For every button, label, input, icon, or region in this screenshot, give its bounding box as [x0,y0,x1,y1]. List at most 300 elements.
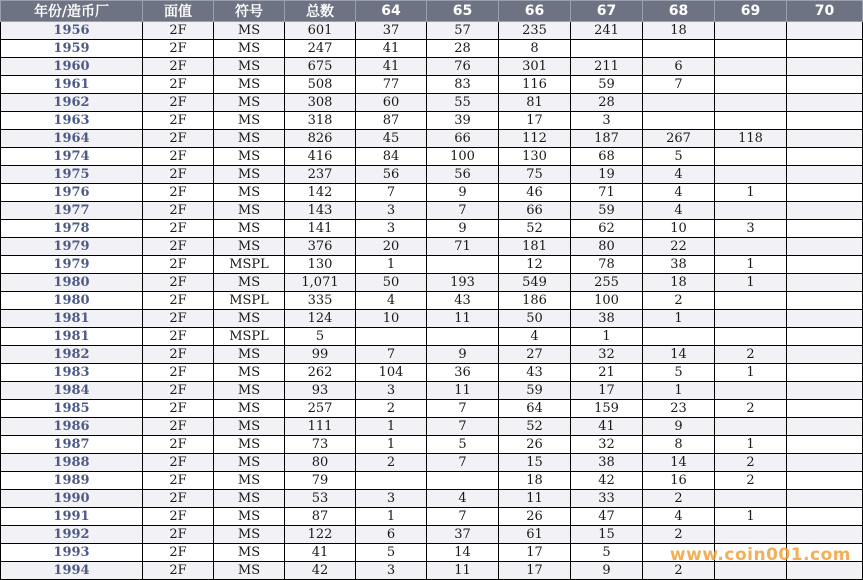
table-cell: 53 [285,490,356,508]
table-cell: 17 [499,112,571,130]
table-cell: 235 [499,22,571,40]
table-cell: 7 [356,346,427,364]
table-cell: 37 [356,22,427,40]
table-cell: 111 [285,418,356,436]
table-cell: 39 [427,112,499,130]
table-row [1,292,863,310]
table-cell: 2F [143,256,214,274]
table-cell [787,130,863,148]
table-cell [787,184,863,202]
table-cell: 83 [427,76,499,94]
table-cell [715,40,787,58]
table-cell: 2F [143,436,214,454]
table-body [1,22,863,580]
year-cell: 1990 [1,490,143,508]
table-cell: 62 [571,220,643,238]
table-cell [787,292,863,310]
table-cell: 2F [143,166,214,184]
table-cell: 2F [143,346,214,364]
year-cell: 1982 [1,346,143,364]
table-row [1,508,863,526]
column-header: 70 [787,1,863,22]
table-row [1,40,863,58]
table-cell: 41 [571,418,643,436]
table-cell: 26 [499,436,571,454]
table-row [1,328,863,346]
table-cell: 100 [427,148,499,166]
table-row [1,490,863,508]
table-cell: 2F [143,364,214,382]
table-cell: 1 [356,436,427,454]
table-cell [787,166,863,184]
table-cell: 32 [571,436,643,454]
table-cell: 2F [143,418,214,436]
table-cell: 508 [285,76,356,94]
table-cell: 84 [356,148,427,166]
table-cell: 7 [427,418,499,436]
table-cell: 64 [499,400,571,418]
year-cell: 1963 [1,112,143,130]
table-cell: 56 [356,166,427,184]
table-cell [787,40,863,58]
table-cell: 41 [356,40,427,58]
column-header: 总数 [285,1,356,22]
table-cell [715,166,787,184]
table-cell: 28 [427,40,499,58]
table-cell: 3 [356,562,427,580]
table-cell: 416 [285,148,356,166]
table-cell: 3 [715,220,787,238]
table-cell: 9 [427,184,499,202]
table-cell: 4 [643,166,715,184]
table-cell: 26 [499,508,571,526]
table-cell: 11 [427,562,499,580]
table-cell: 17 [499,544,571,562]
table-cell: MSPL [214,328,285,346]
table-cell: 2 [643,490,715,508]
table-cell: 2F [143,544,214,562]
table-cell [787,274,863,292]
table-row [1,400,863,418]
table-cell: 241 [571,22,643,40]
table-cell [787,364,863,382]
table-cell: 71 [427,238,499,256]
table-cell [787,22,863,40]
table-cell: 1 [715,508,787,526]
year-cell: 1961 [1,76,143,94]
table-cell: 37 [427,526,499,544]
table-cell: 7 [356,184,427,202]
table-cell: 2F [143,22,214,40]
table-cell: MS [214,526,285,544]
table-cell: 2F [143,94,214,112]
table-cell: 308 [285,94,356,112]
table-cell [787,400,863,418]
table-cell: 76 [427,58,499,76]
table-cell [356,472,427,490]
table-cell: 237 [285,166,356,184]
table-cell: 23 [643,400,715,418]
year-cell: 1980 [1,274,143,292]
column-header: 符号 [214,1,285,22]
table-cell: MS [214,364,285,382]
year-cell: 1960 [1,58,143,76]
table-cell: 1 [356,256,427,274]
table-cell [787,418,863,436]
table-cell: MS [214,220,285,238]
year-cell: 1991 [1,508,143,526]
year-cell: 1994 [1,562,143,580]
table-cell: 116 [499,76,571,94]
table-cell: MS [214,310,285,328]
table-cell: 87 [285,508,356,526]
table-cell: 10 [643,220,715,238]
table-cell: 3 [356,382,427,400]
column-header: 面值 [143,1,214,22]
table-cell [427,328,499,346]
table-cell: 14 [427,544,499,562]
table-cell [715,328,787,346]
table-cell: 38 [571,310,643,328]
table-cell: MS [214,508,285,526]
year-cell: 1981 [1,328,143,346]
column-header: 67 [571,1,643,22]
table-cell: 21 [571,364,643,382]
table-cell [715,22,787,40]
table-row [1,184,863,202]
table-cell: 186 [499,292,571,310]
column-header: 69 [715,1,787,22]
table-cell: MS [214,130,285,148]
table-cell [356,328,427,346]
table-cell [715,490,787,508]
table-cell: 46 [499,184,571,202]
table-cell: 211 [571,58,643,76]
table-cell: 75 [499,166,571,184]
table-cell: 181 [499,238,571,256]
table-row [1,364,863,382]
table-cell [571,40,643,58]
table-cell: 56 [427,166,499,184]
table-cell: 255 [571,274,643,292]
table-cell: 601 [285,22,356,40]
table-cell: 19 [571,166,643,184]
table-row [1,454,863,472]
table-cell: 60 [356,94,427,112]
table-cell [787,94,863,112]
year-cell: 1979 [1,256,143,274]
table-cell: 7 [427,454,499,472]
table-cell [715,382,787,400]
table-cell: 59 [571,76,643,94]
table-cell: 61 [499,526,571,544]
column-header: 年份/造币厂 [1,1,143,22]
table-cell: 2F [143,112,214,130]
table-cell: 87 [356,112,427,130]
year-cell: 1962 [1,94,143,112]
table-cell: 2F [143,40,214,58]
table-row [1,274,863,292]
table-cell: MS [214,382,285,400]
table-cell: 15 [499,454,571,472]
table-cell: 2F [143,490,214,508]
table-cell: 124 [285,310,356,328]
table-cell: 262 [285,364,356,382]
table-cell: 8 [499,40,571,58]
table-cell: 9 [427,220,499,238]
year-cell: 1983 [1,364,143,382]
table-cell: 50 [499,310,571,328]
table-cell: 2F [143,202,214,220]
table-cell: 78 [571,256,643,274]
table-cell: 9 [643,418,715,436]
table-cell: 675 [285,58,356,76]
table-cell: 4 [643,184,715,202]
table-row [1,112,863,130]
table-row [1,310,863,328]
table-cell [787,148,863,166]
table-cell: 52 [499,220,571,238]
table-cell: 2F [143,328,214,346]
table-cell: 27 [499,346,571,364]
table-cell: 2F [143,76,214,94]
year-cell: 1987 [1,436,143,454]
table-cell: 15 [571,526,643,544]
table-cell: MS [214,418,285,436]
table-cell: MS [214,40,285,58]
table-cell: 826 [285,130,356,148]
table-cell: 11 [427,382,499,400]
table-cell: 6 [356,526,427,544]
table-cell: 11 [499,490,571,508]
table-row [1,166,863,184]
table-cell: 11 [427,310,499,328]
table-cell: 5 [427,436,499,454]
table-cell: 2F [143,274,214,292]
table-cell: 2F [143,508,214,526]
table-cell: 17 [571,382,643,400]
table-cell: 36 [427,364,499,382]
table-cell: 2F [143,130,214,148]
table-cell: 2 [356,454,427,472]
year-cell: 1985 [1,400,143,418]
table-cell: 2 [715,346,787,364]
table-cell [787,202,863,220]
table-cell [787,526,863,544]
table-cell: 335 [285,292,356,310]
table-cell: 4 [499,328,571,346]
table-cell: 5 [643,148,715,166]
table-cell [715,76,787,94]
table-cell [787,454,863,472]
year-cell: 1976 [1,184,143,202]
table-cell: 2 [643,292,715,310]
table-row [1,418,863,436]
table-cell: 2 [356,400,427,418]
table-cell [787,490,863,508]
table-cell: MS [214,454,285,472]
table-cell: 2F [143,472,214,490]
table-cell: 7 [427,400,499,418]
table-cell: 79 [285,472,356,490]
table-cell: 55 [427,94,499,112]
table-cell [715,292,787,310]
table-cell: 10 [356,310,427,328]
table-row [1,238,863,256]
table-cell: 38 [643,256,715,274]
table-cell: MS [214,274,285,292]
table-cell: MSPL [214,292,285,310]
table-cell [643,94,715,112]
table-cell: 3 [356,490,427,508]
table-cell: 8 [643,436,715,454]
table-cell: 1 [643,310,715,328]
year-cell: 1981 [1,310,143,328]
table-row [1,94,863,112]
table-row [1,256,863,274]
table-cell: 301 [499,58,571,76]
table-cell [787,382,863,400]
table-row [1,436,863,454]
table-cell: 1 [715,436,787,454]
table-cell: 4 [643,202,715,220]
table-cell: MS [214,76,285,94]
table-cell: 71 [571,184,643,202]
year-cell: 1986 [1,418,143,436]
year-cell: 1959 [1,40,143,58]
table-cell: 3 [571,112,643,130]
table-cell: 80 [571,238,643,256]
table-cell: 80 [285,454,356,472]
table-cell: MS [214,436,285,454]
table-cell [787,76,863,94]
table-cell: 16 [643,472,715,490]
table-cell: 4 [427,490,499,508]
table-cell: 2F [143,526,214,544]
table-cell: 73 [285,436,356,454]
table-row [1,472,863,490]
table-cell: 1,071 [285,274,356,292]
table-cell: 2F [143,292,214,310]
year-cell: 1989 [1,472,143,490]
table-cell: 9 [571,562,643,580]
column-header: 65 [427,1,499,22]
year-cell: 1984 [1,382,143,400]
table-cell [643,328,715,346]
table-cell: MS [214,94,285,112]
table-cell: 104 [356,364,427,382]
table-cell: 1 [715,256,787,274]
table-cell: 1 [715,274,787,292]
table-cell: 2 [715,472,787,490]
table-cell: 1 [715,364,787,382]
table-cell: 2 [715,400,787,418]
table-cell: 66 [427,130,499,148]
table-row [1,202,863,220]
table-cell: 4 [643,508,715,526]
table-cell: 59 [499,382,571,400]
table-cell: MS [214,202,285,220]
table-cell: 42 [571,472,643,490]
table-cell: 9 [427,346,499,364]
table-cell: MS [214,562,285,580]
table-cell: MS [214,490,285,508]
table-cell: 68 [571,148,643,166]
table-row [1,346,863,364]
table-cell [787,112,863,130]
table-cell [787,310,863,328]
table-cell: 247 [285,40,356,58]
table-cell [715,58,787,76]
table-cell [715,112,787,130]
table-cell: 42 [285,562,356,580]
table-cell [715,148,787,166]
table-cell: 93 [285,382,356,400]
column-header: 66 [499,1,571,22]
table-cell [787,346,863,364]
table-cell [787,256,863,274]
table-cell: 1 [643,382,715,400]
table-cell: 187 [571,130,643,148]
table-cell [715,526,787,544]
table-cell: 2F [143,220,214,238]
table-cell: 3 [356,220,427,238]
table-cell: 14 [643,346,715,364]
table-cell: 2 [643,562,715,580]
table-cell: 2F [143,310,214,328]
watermark: www.coin001.com [669,545,851,565]
table-cell [787,220,863,238]
table-cell: 20 [356,238,427,256]
table-cell: 18 [499,472,571,490]
table-cell: MS [214,346,285,364]
table-cell: MS [214,400,285,418]
table-cell: 12 [499,256,571,274]
table-cell: 2 [643,526,715,544]
table-row [1,76,863,94]
table-cell [643,112,715,130]
table-cell: 193 [427,274,499,292]
table-cell: 99 [285,346,356,364]
year-cell: 1993 [1,544,143,562]
table-cell: 77 [356,76,427,94]
table-cell: 5 [571,544,643,562]
table-cell: 43 [499,364,571,382]
table-cell: 2F [143,184,214,202]
header-row [1,1,863,22]
year-cell: 1974 [1,148,143,166]
table-cell: 100 [571,292,643,310]
table-cell [427,256,499,274]
table-cell: 17 [499,562,571,580]
table-cell: MS [214,184,285,202]
table-cell: 47 [571,508,643,526]
table-cell [427,472,499,490]
table-row [1,220,863,238]
table-cell [787,508,863,526]
table-cell [715,94,787,112]
table-row [1,58,863,76]
table-cell: 7 [427,508,499,526]
table-cell [787,238,863,256]
table-cell: MS [214,148,285,166]
table-cell [787,472,863,490]
table-cell: MS [214,238,285,256]
table-cell [643,40,715,58]
table-cell: 122 [285,526,356,544]
year-cell: 1978 [1,220,143,238]
year-cell: 1988 [1,454,143,472]
